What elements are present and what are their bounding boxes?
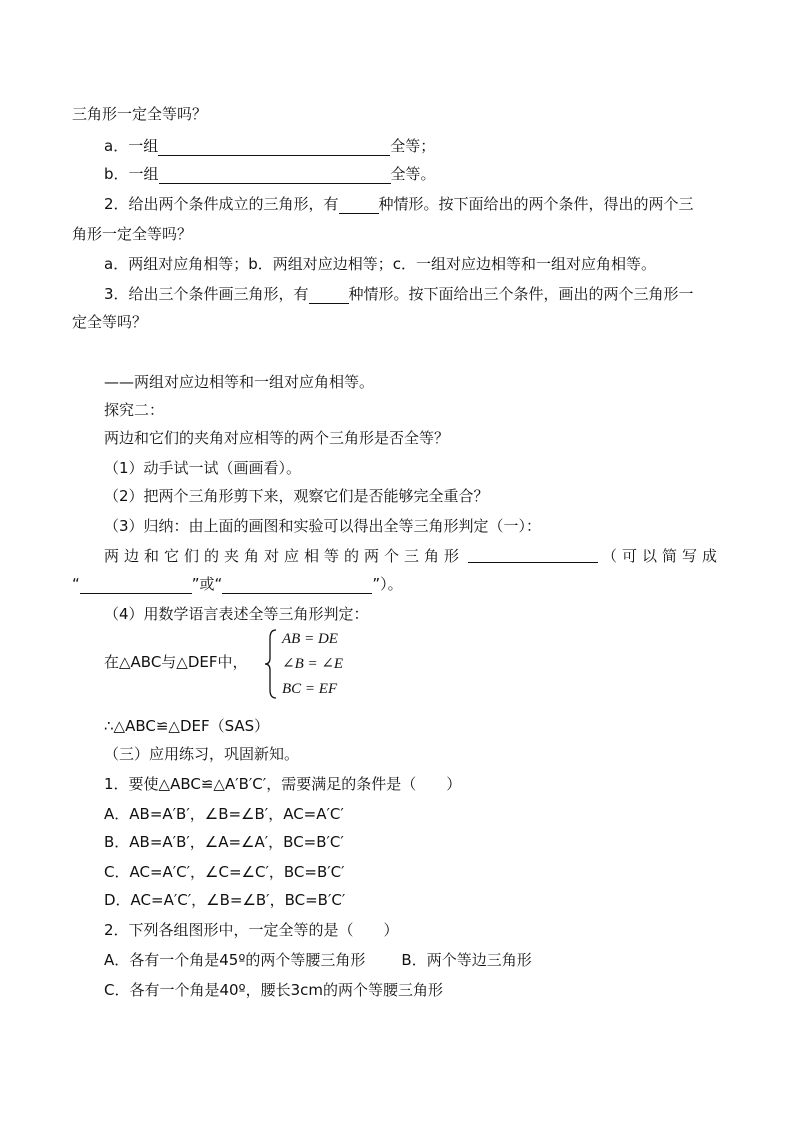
option-line (104, 950, 532, 970)
text-line (72, 574, 403, 594)
text-line: 在△ABC与△DEF中， (104, 653, 248, 671)
fill-blank (158, 139, 390, 156)
text-run: “ (72, 575, 80, 593)
text-run: ”）。 (372, 575, 403, 593)
text-run: b．一组 (104, 165, 159, 183)
fill-blank (222, 577, 372, 594)
fill-blank (339, 197, 379, 214)
option-line: D．AC=A′C′，∠B=∠B′，BC=B′C′ (104, 891, 346, 909)
text-run: 全等； (390, 137, 436, 155)
text-line: 1．要使△ABC≌△A′B′C′，需要满足的条件是（ ） (104, 775, 462, 793)
text-line: （三）应用练习，巩固新知。 (104, 745, 300, 763)
text-line: ——两组对应边相等和一组对应角相等。 (104, 373, 375, 391)
text-line: 2．下列各组图形中，一定全等的是（ ） (104, 921, 399, 939)
fill-blank (159, 167, 391, 184)
option-line: C．AC=A′C′，∠C=∠C′，BC=B′C′ (104, 863, 345, 881)
text-line: （3）归纳：由上面的画图和实验可以得出全等三角形判定（一）： (104, 517, 542, 535)
text-line (104, 284, 694, 304)
text-line (104, 194, 694, 214)
text-line: ∴△ABC≌△DEF（SAS） (104, 717, 270, 735)
equation-row: BC = EF (282, 681, 338, 697)
left-brace-icon (264, 628, 278, 700)
text-run: 2．给出两个条件成立的三角形，有 (104, 195, 339, 213)
option-line: A．AB=A′B′，∠B=∠B′，AC=A′C′ (104, 805, 344, 823)
text-run: 种情形。按下面给出的两个条件，得出的两个三 (378, 195, 694, 213)
text-line: a．两组对应角相等；b．两组对应边相等；c．一组对应边相等和一组对应角相等。 (104, 255, 656, 273)
text-run: ”或“ (191, 575, 223, 593)
text-run: 两边和它们的夹角对应相等的两个三角形 (104, 547, 465, 565)
fill-blank (468, 546, 598, 563)
text-line: （4）用数学语言表述全等三角形判定： (104, 605, 369, 623)
text-line: 定全等吗？ (72, 313, 148, 331)
text-run: 全等。 (390, 165, 436, 183)
option-line: C．各有一个角是40º，腰长3cm的两个等腰三角形 (104, 981, 444, 999)
text-line: 角形一定全等吗？ (72, 225, 193, 243)
text-line (104, 546, 722, 566)
text-line: 两边和它们的夹角对应相等的两个三角形是否全等？ (104, 429, 450, 447)
text-run: a．一组 (104, 137, 159, 155)
equation-system (264, 628, 384, 700)
text-line: （1）动手试一试（画画看）。 (104, 459, 302, 477)
equation-row: AB = DE (282, 631, 338, 647)
fill-blank (80, 577, 192, 594)
text-run: A．各有一个角是45º的两个等腰三角形 (104, 951, 366, 969)
text-line: 三角形一定全等吗？ (72, 105, 208, 123)
text-run: B．两个等边三角形 (401, 951, 532, 969)
text-run: （可以简写成 (601, 547, 722, 565)
text-line (104, 136, 435, 156)
text-line: （2）把两个三角形剪下来，观察它们是否能够完全重合？ (104, 487, 489, 505)
equation-row: ∠B = ∠E (282, 656, 344, 672)
text-run: 种情形。按下面给出三个条件，画出的两个三角形一 (348, 285, 694, 303)
text-line: 探究二： (104, 401, 165, 419)
option-line: B．AB=A′B′，∠A=∠A′，BC=B′C′ (104, 833, 344, 851)
text-line (104, 164, 436, 184)
fill-blank (309, 287, 349, 304)
text-run: 3．给出三个条件画三角形，有 (104, 285, 309, 303)
